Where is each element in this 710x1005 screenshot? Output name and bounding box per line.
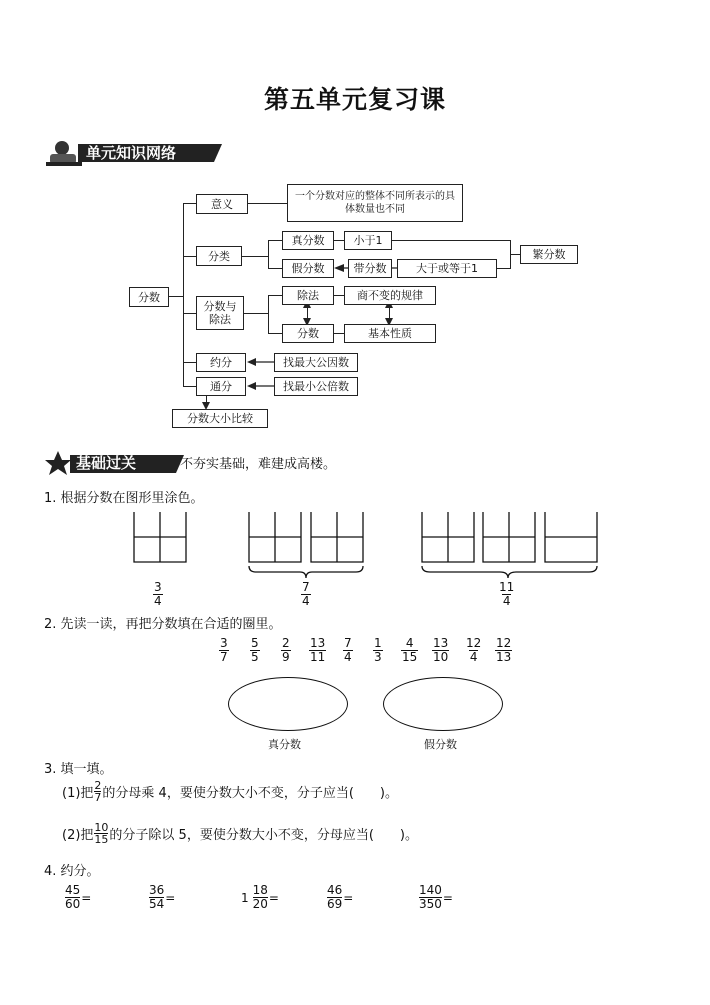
q2-fraction: $\frac{12}{4}$ [466,636,482,664]
motto: 不夯实基础，难建成高楼。 [180,457,337,472]
q3-item2: (2)把 $\frac{10}{15}$ 的分子除以 5，要使分数大小不变，分母应当( )。 [62,821,418,846]
node-divide: 除法 [282,286,334,305]
q2-fraction: $\frac{13}{10}$ [433,636,449,664]
q4-text: 4. 约分。 [44,864,100,879]
node-proper: 真分数 [282,231,334,250]
q2-fraction: $\frac{7}{4}$ [344,636,352,664]
banner-label: 基础过关 [76,454,137,472]
node-fraction-root: 分数 [129,287,169,307]
node-reduce: 约分 [196,353,246,372]
node-proper-rule: 小于1 [344,231,392,250]
node-improper: 假分数 [282,259,334,278]
q2-fraction: $\frac{4}{15}$ [402,636,418,664]
node-meaning: 意义 [196,194,248,214]
q1-text: 1. 根据分数在图形里涂色。 [44,491,204,506]
node-fraction: 分数 [282,324,334,343]
q3-text: 3. 填一填。 [44,762,113,777]
q2-fraction: $\frac{2}{9}$ [282,636,290,664]
node-common-method: 找最小公倍数 [274,377,358,396]
q2-fraction: $\frac{13}{11}$ [310,636,326,664]
oval-label-improper: 假分数 [424,738,457,751]
q2-text: 2. 先读一读，再把分数填在合适的圈里。 [44,617,282,632]
q3-item2-fraction: $\frac{10}{15}$ [94,821,109,846]
q4-item: $\frac{45}{60}$ = [65,883,92,911]
q1-fraction: $\frac{7}{4}$ [302,580,310,608]
q2-fraction: $\frac{12}{13}$ [496,636,512,664]
q2-fraction: $\frac{3}{7}$ [220,636,228,664]
node-complex-fraction: 繁分数 [520,245,578,264]
q2-fraction: $\frac{5}{5}$ [251,636,259,664]
q2-fraction: $\frac{1}{3}$ [374,636,382,664]
node-meaning-desc: 一个分数对应的整体不同所表示的具体数量也不同 [287,184,463,222]
node-classification: 分类 [196,246,242,266]
node-mixed: 带分数 [348,259,392,278]
banner-label: 单元知识网络 [86,144,177,162]
node-common: 通分 [196,377,246,396]
q1-fraction: $\frac{11}{4}$ [499,580,515,608]
q4-item: $\frac{46}{69}$ = [327,883,354,911]
node-division: 分数与除法 [196,296,244,330]
node-improper-rule: 大于或等于1 [397,259,497,278]
q4-item: $\frac{36}{54}$ = [149,883,176,911]
proper-fraction-oval[interactable] [228,677,348,731]
q3-item1: (1)把 $\frac{2}{7}$ 的分母乘 4，要使分数大小不变，分子应当( )。 [62,779,398,804]
q1-fraction: $\frac{3}{4}$ [154,580,162,608]
node-fraction-rule: 基本性质 [344,324,436,343]
q4-item: 1 $\frac{18}{20}$ = [241,883,279,911]
q4-item: $\frac{140}{350}$ = [419,883,453,911]
oval-label-proper: 真分数 [268,738,301,751]
node-compare: 分数大小比较 [172,409,268,428]
page-title: 第五单元复习课 [263,85,446,114]
improper-fraction-oval[interactable] [383,677,503,731]
node-divide-rule: 商不变的规律 [344,286,436,305]
q3-item1-fraction: $\frac{2}{7}$ [94,779,102,804]
node-reduce-method: 找最大公因数 [274,353,358,372]
